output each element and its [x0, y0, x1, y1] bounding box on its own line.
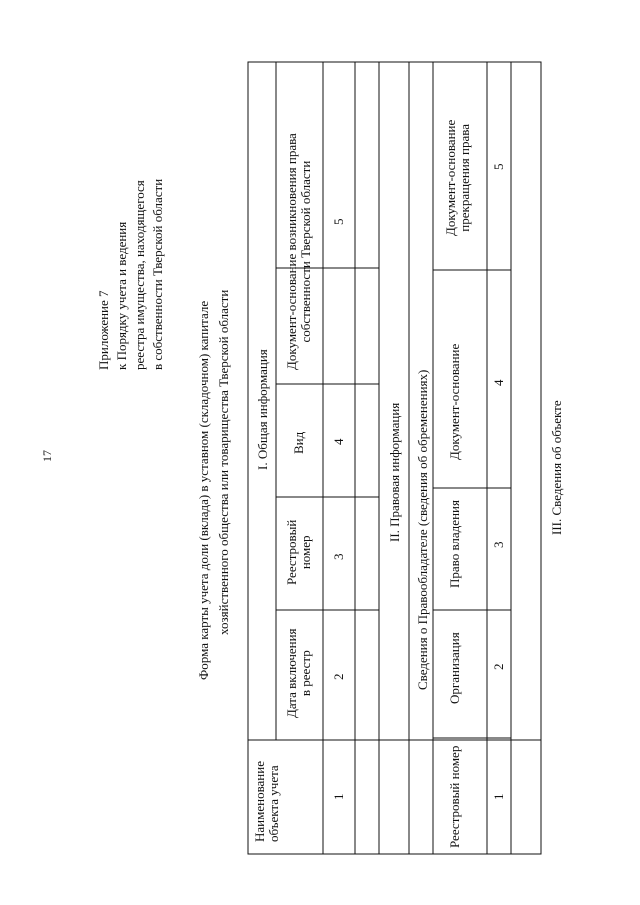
header-ownership-right: Право владения: [447, 500, 462, 588]
col-number: 1: [491, 793, 506, 800]
header-registry-number: Реестровый номер: [284, 519, 314, 585]
col-number: 4: [331, 438, 346, 445]
page-number-text: 17: [40, 450, 54, 462]
col-number: 3: [331, 553, 346, 560]
section3-title: III. Сведения об объекте: [549, 400, 564, 535]
form-title-line: хозяйственного общества или товарищества Тверской области: [216, 289, 231, 635]
section1-title: I. Общая информация: [255, 349, 270, 470]
appendix-line: в собственности Тверской области: [150, 178, 165, 370]
header-ownership-basis: Документ-основание возникновения права собственности Тверской области: [284, 133, 314, 370]
appendix-line: реестра имущества, находящегося: [132, 180, 147, 370]
col-number: 1: [331, 793, 346, 800]
header-type: Вид: [291, 431, 306, 454]
col-number: 5: [331, 218, 346, 225]
header-object-name: Наименование объекта учета: [252, 761, 282, 842]
header-termination-basis: Документ-основание прекращения права: [443, 119, 473, 236]
section2-title: II. Правовая информация: [387, 402, 402, 542]
appendix-line: Приложение 7: [96, 290, 111, 370]
appendix-line: к Порядку учета и ведения: [114, 221, 129, 370]
header-registry-number-2: Реестровый номер: [447, 745, 462, 848]
section2-subtitle: Сведения о Правообладателе (сведения об обременениях): [415, 369, 430, 690]
col-number: 3: [491, 541, 506, 548]
col-number: 4: [491, 379, 506, 386]
header-inclusion-date: Дата включения в реестр: [284, 628, 314, 718]
col-number: 5: [491, 163, 506, 170]
col-number: 2: [491, 663, 506, 670]
form-title-line: Форма карты учета доли (вклада) в уставном (складочном) капитале: [196, 300, 211, 680]
col-number: 2: [331, 673, 346, 680]
header-organization: Организация: [447, 632, 462, 704]
header-basis-document: Документ-основание: [447, 343, 462, 460]
